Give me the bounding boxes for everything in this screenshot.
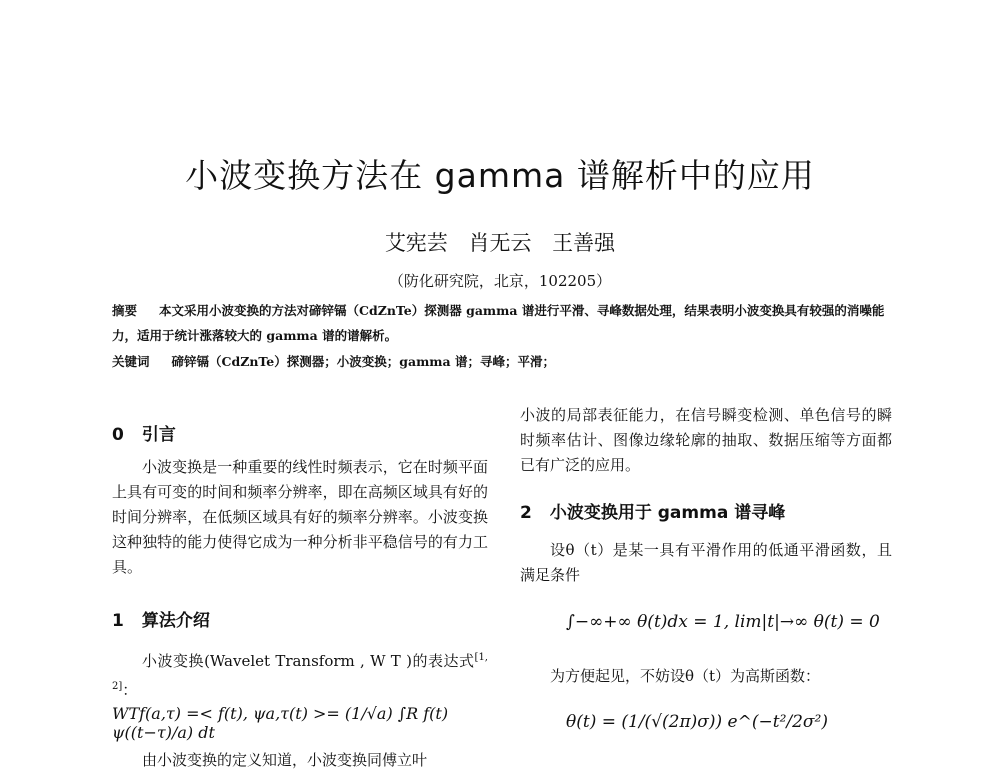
section-1-paragraph [112, 645, 488, 703]
formula-wavelet-transform: WTf(a,τ) =< f(t), ψa,τ(t) >= (1/√a) ∫R f(t) ψ((t−τ)/a) dt [112, 704, 449, 742]
section-2-number: 2 [520, 503, 532, 523]
formula-conditions: ∫−∞+∞ θ(t)dx = 1, lim|t|→∞ θ(t) = 0 [566, 612, 880, 632]
keywords [112, 352, 890, 370]
affiliation: （防化研究院，北京，102205） [388, 272, 612, 290]
section-2-paragraph: 设θ（t）是某一具有平滑作用的低通平滑函数，且满足条件 [520, 541, 892, 584]
formula-gaussian: θ(t) = (1/(√(2π)σ)) e^(−t²/2σ²) [566, 712, 828, 732]
paper-title: 小波变换方法在 gamma 谱解析中的应用 [185, 156, 815, 195]
section-1-text: 小波变换(Wavelet Transform , W T )的表达式 [142, 652, 475, 670]
citation: [1, 2] [112, 652, 488, 692]
section-0-title: 引言 [141, 425, 176, 445]
cut-off-line: 由小波变换的定义知道，小波变换同傅立叶 [142, 751, 428, 769]
continued-paragraph: 小波的局部表征能力，在信号瞬变检测、单色信号的瞬时频率估计、图像边缘轮廓的抽取、数据压缩等方面都已有广泛的应用。 [520, 406, 892, 474]
keywords-text: 碲锌镉（CdZnTe）探测器；小波变换；gamma 谱；寻峰；平滑； [171, 354, 555, 369]
section-1-heading [112, 606, 488, 631]
section-1-colon: ： [122, 681, 138, 699]
abstract-text: 本文采用小波变换的方法对碲锌镉（CdZnTe）探测器 gamma 谱进行平滑、寻峰数据处理，结果表明小波变换具有较强的消噪能力，适用于统计涨落较大的 gamma 谱的谱解析。 [112, 303, 885, 343]
section-0-heading [112, 420, 488, 445]
section-2-title: 小波变换用于 gamma 谱寻峰 [549, 503, 786, 523]
abstract-label: 摘要 [112, 303, 138, 318]
gaussian-intro: 为方便起见，不妨设θ（t）为高斯函数： [550, 667, 821, 685]
section-0-number: 0 [112, 425, 124, 445]
section-1-number: 1 [112, 611, 124, 631]
keywords-label: 关键词 [112, 354, 150, 369]
abstract [112, 298, 890, 348]
section-1-title: 算法介绍 [141, 611, 210, 631]
section-2-heading [520, 498, 892, 523]
section-0-paragraph: 小波变换是一种重要的线性时频表示，它在时频平面上具有可变的时间和频率分辨率，即在高频区域具有好的时间分辨率，在低频区域具有好的频率分辨率。小波变换这种独特的能力使得它成为一种分析非平稳信号的有力工具。 [112, 458, 488, 576]
author-list: 艾宪芸 肖无云 王善强 [384, 231, 616, 255]
